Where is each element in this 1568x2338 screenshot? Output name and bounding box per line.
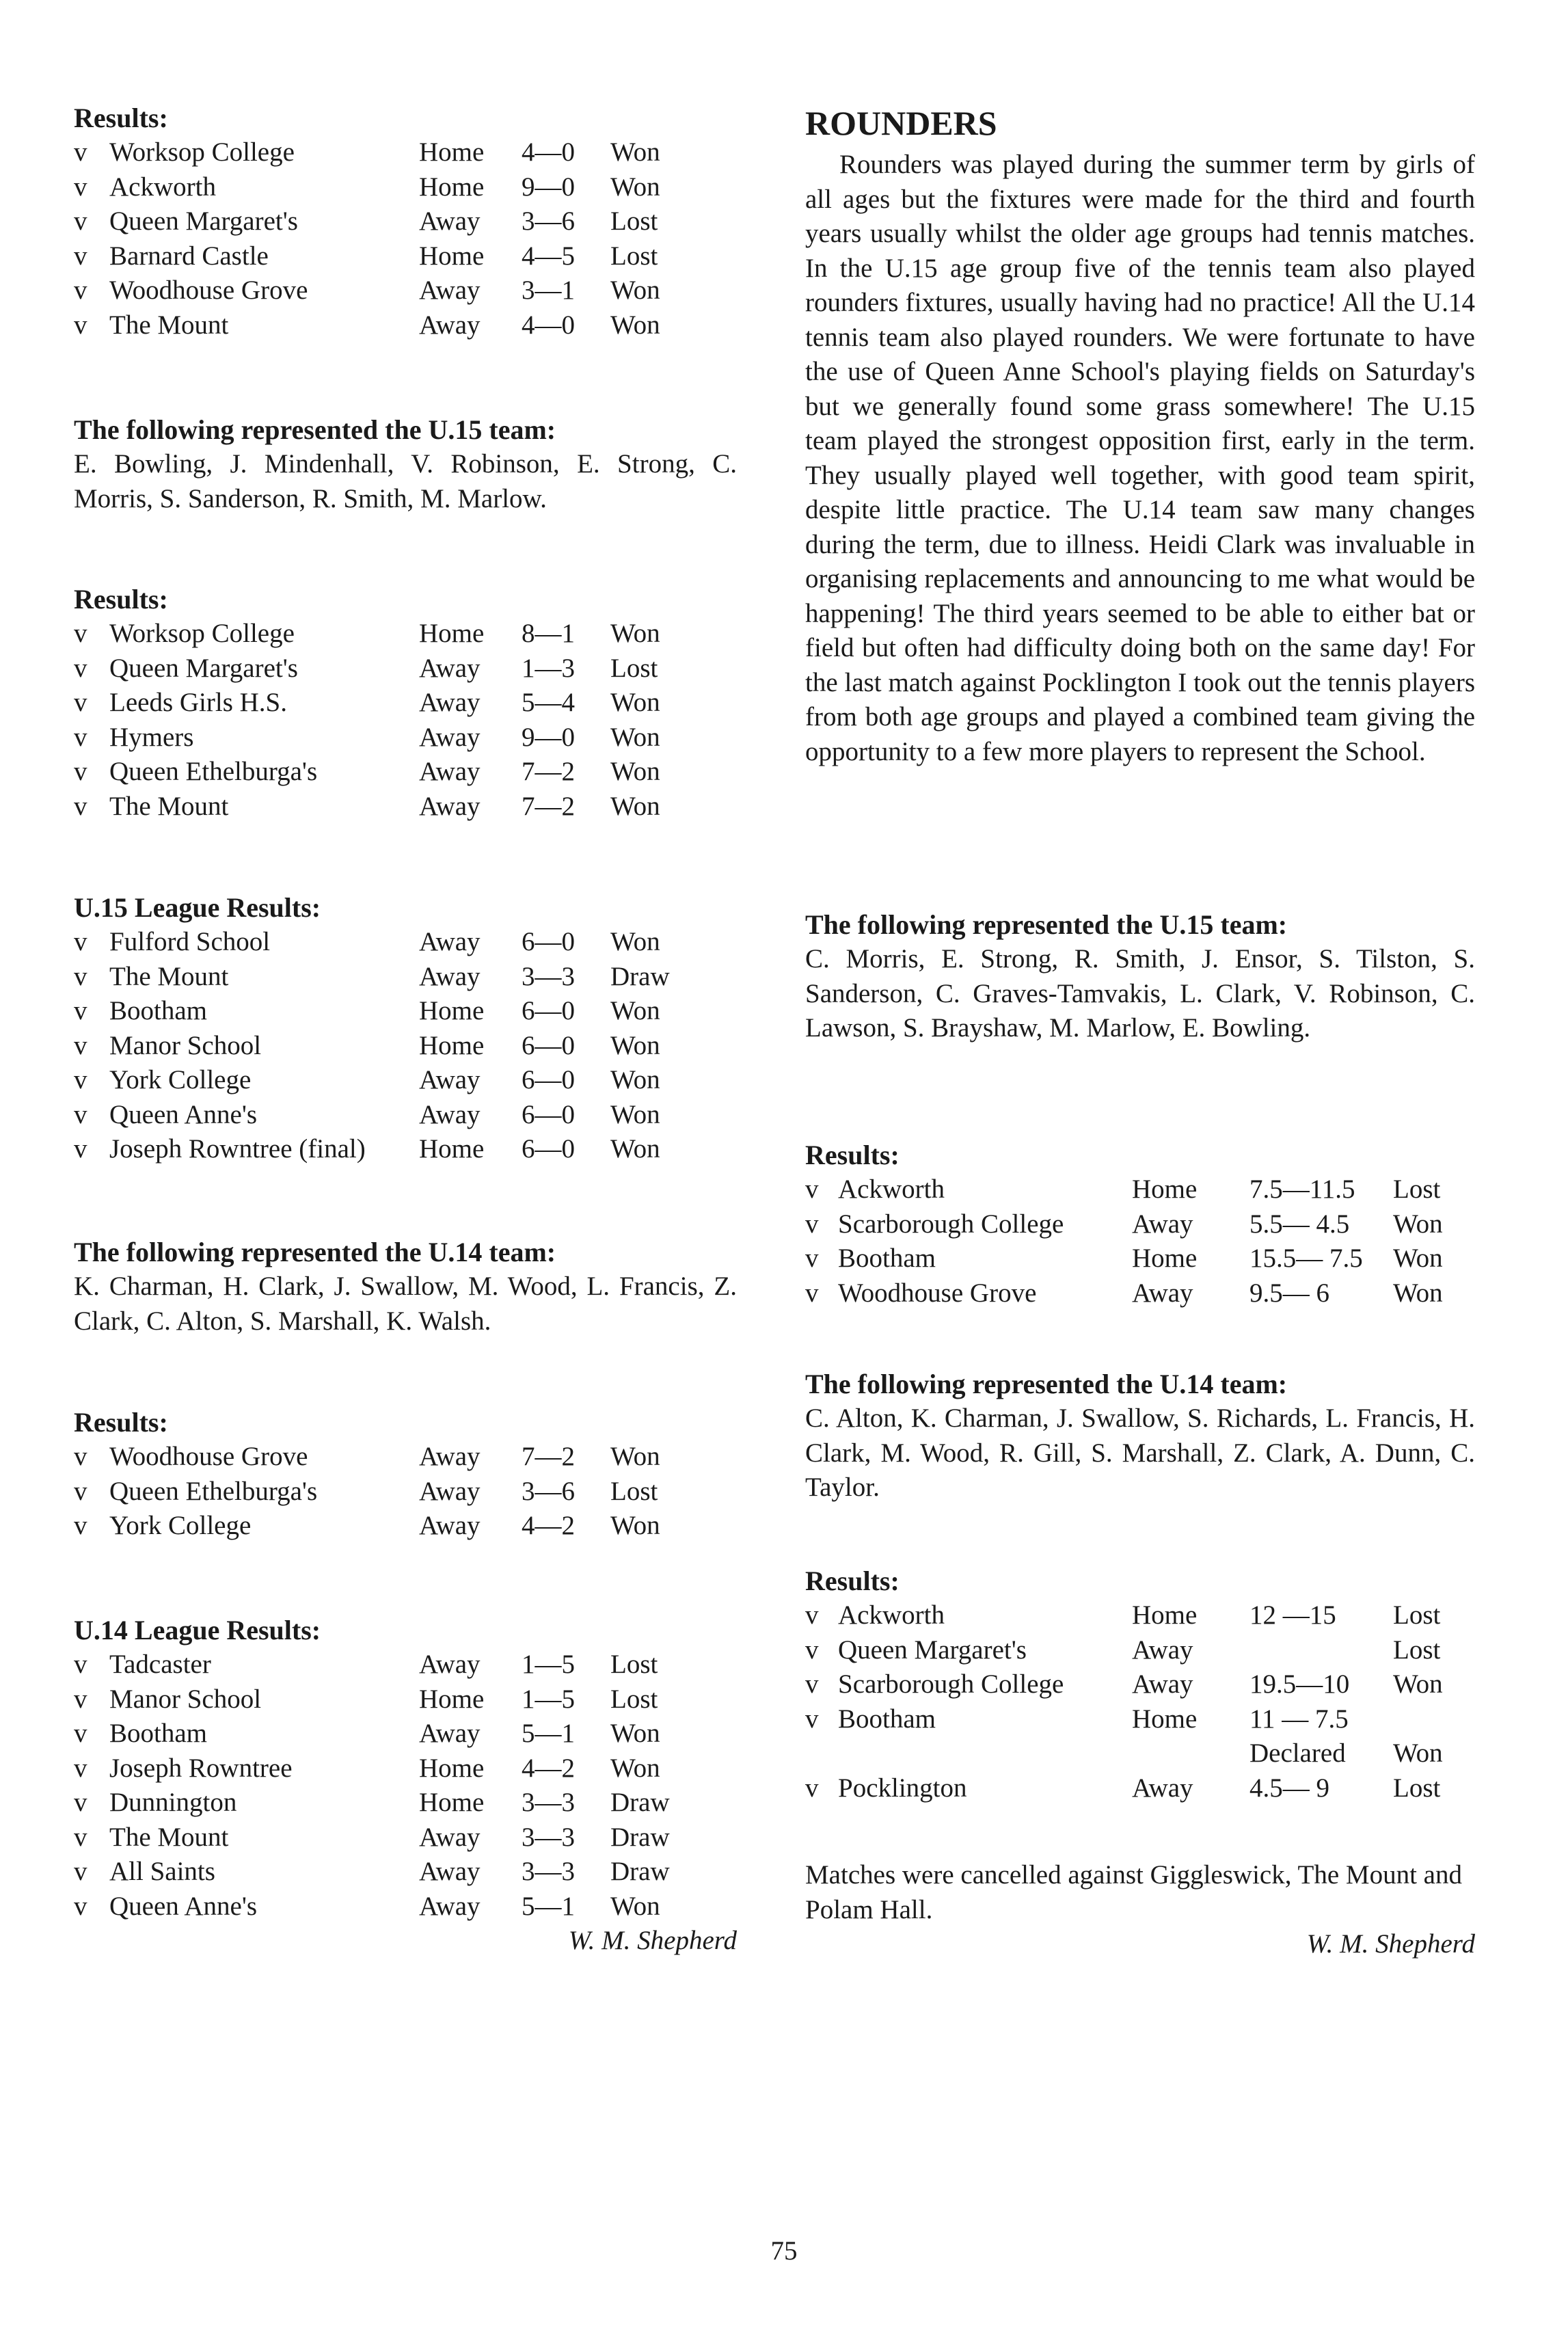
result-row [74,1440,737,1475]
u14-league-section [74,1613,737,1958]
result-row [74,721,737,755]
opponent-name: Woodhouse Grove [838,1278,1037,1308]
result-row [805,1276,1475,1311]
score: 4.5— 9 [1249,1773,1329,1803]
opponent-name: Tadcaster [109,1650,211,1679]
result-row [74,1890,737,1924]
result-row [74,1509,737,1544]
match-result: Won [610,172,660,202]
result-row [74,925,737,960]
score: 1—5 [522,1684,575,1714]
venue: Away [419,927,481,956]
results-section-r2 [805,1564,1475,1805]
results-section-1 [74,101,737,342]
match-result: Won [610,137,660,167]
match-result: Draw [610,1788,670,1817]
venue: Home [419,996,485,1025]
result-row [805,1702,1475,1737]
score: 3—3 [522,1857,575,1886]
signature: W. M. Shepherd [1306,1929,1475,1959]
opponent-name: The Mount [109,310,229,340]
opponent-name: All Saints [109,1857,215,1886]
match-result: Won [610,927,660,956]
result-row [805,1598,1475,1633]
venue: Away [419,1650,481,1679]
venue: Away [419,206,481,236]
venue: Away [419,1065,481,1094]
score: 3—6 [522,206,575,236]
versus-marker: v [805,1635,819,1665]
opponent-name: Queen Anne's [109,1891,258,1921]
opponent-name: Bootham [838,1244,936,1273]
versus-marker: v [74,172,87,202]
result-row [74,1098,737,1133]
u15-team-section [74,413,737,516]
versus-marker: v [74,1099,87,1129]
opponent-name: Bootham [109,996,207,1025]
versus-marker: v [74,757,87,786]
versus-marker: v [805,1244,819,1273]
u14-team-section [74,1235,737,1339]
page-title: ROUNDERS [805,104,997,142]
result-row [805,1172,1475,1207]
versus-marker: v [74,1857,87,1886]
venue: Away [1132,1278,1193,1308]
cancellation-note-section [805,1858,1475,1961]
score: 7—2 [522,757,575,786]
rounders-section [805,103,1475,769]
venue: Home [419,1134,485,1164]
score: 6—0 [522,1065,575,1094]
versus-marker: v [805,1174,819,1204]
versus-marker: v [74,1650,87,1679]
venue: Away [419,961,481,991]
result-row [74,960,737,995]
opponent-name: The Mount [109,961,229,991]
result-row [74,308,737,343]
result-row [805,1241,1475,1276]
result-row [74,1132,737,1167]
versus-marker: v [805,1600,819,1630]
venue: Home [419,1684,485,1714]
match-result: Won [610,310,660,340]
score: 9—0 [522,172,575,202]
versus-marker: v [74,619,87,648]
opponent-name: Queen Margaret's [109,206,298,236]
match-result: Won [610,996,660,1025]
venue: Home [419,241,485,271]
section-heading: U.14 League Results: [74,1615,321,1645]
match-result: Won [610,722,660,752]
score: 7—2 [522,791,575,821]
opponent-name: Manor School [109,1030,262,1060]
versus-marker: v [74,1891,87,1921]
venue: Away [1132,1773,1193,1803]
versus-marker: v [74,653,87,683]
match-result: Won [610,1065,660,1094]
match-result: Won [610,791,660,821]
result-row [74,1475,737,1509]
section-heading: U.15 League Results: [74,892,321,923]
versus-marker: v [74,1719,87,1748]
result-row [74,135,737,170]
score: 4—2 [522,1753,575,1783]
match-result: Won [1393,1738,1443,1768]
team-names: E. Bowling, J. Mindenhall, V. Robinson, E. Strong, C. Morris, S. Sanderson, R. Smith, M. Marlow. [74,449,737,513]
result-row [74,204,737,239]
score: 3—3 [522,1822,575,1852]
versus-marker: v [74,1822,87,1852]
venue: Home [419,1030,485,1060]
venue: Away [419,1822,481,1852]
versus-marker: v [805,1669,819,1699]
opponent-name: Scarborough College [838,1669,1064,1699]
result-row [74,1063,737,1098]
result-row [74,1855,737,1890]
match-result: Draw [610,1822,670,1852]
match-result: Won [610,1134,660,1164]
results-table [74,925,737,1167]
result-row [74,273,737,308]
venue: Away [419,1442,481,1471]
versus-marker: v [805,1773,819,1803]
versus-marker: v [74,791,87,821]
result-row [74,1648,737,1682]
section-heading: Results: [74,584,168,615]
score: 19.5—10 [1249,1669,1350,1699]
match-result: Lost [610,206,658,236]
section-heading: Results: [805,1140,900,1170]
score: 6—0 [522,927,575,956]
result-row [74,1751,737,1786]
opponent-name: Worksop College [109,137,295,167]
u15-league-section [74,891,737,1167]
match-result: Won [1393,1244,1443,1273]
venue: Home [1132,1174,1198,1204]
opponent-name: Fulford School [109,927,271,956]
match-result: Lost [610,653,658,683]
result-row [74,790,737,824]
versus-marker: v [74,241,87,271]
match-result: Won [610,1753,660,1783]
opponent-name: Manor School [109,1684,262,1714]
intro-paragraph: Rounders was played during the summer term by girls of all ages but the fixtures were made for the third and fourth years usually whilst the older age groups had tennis matches. In the U.15 age group five of the tennis team also played rounders fixtures, usually having had no practice! All the U.14 tennis team also played rounders. We were fortunate to have the use of Queen Anne School's playing fields on Saturday's but we generally found some grass somewhere! The U.15 team played the strongest opposition first, early in the term. They usually played well together, with good team spirit, despite little practice. The U.14 team saw many changes during the term, due to illness. Heidi Clark was invaluable in organising replacements and announcing to me what would be happening! The third years seemed to be able to either bat or field but often had difficulty doing both on the same day! For the last match against Pocklington I took out the tennis players from both age groups and played a combined team giving the opportunity to a few more players to represent the School. [805,150,1475,766]
results-table [74,1648,737,1924]
results-section-r1 [805,1138,1475,1311]
venue: Away [419,1476,481,1506]
opponent-name: Dunnington [109,1788,237,1817]
score: 5—4 [522,688,575,717]
score: 5—1 [522,1719,575,1748]
section-heading: The following represented the U.15 team: [74,414,556,445]
result-row [74,617,737,651]
result-row [74,1717,737,1751]
venue: Away [1132,1669,1193,1699]
opponent-name: York College [109,1065,252,1094]
opponent-name: Bootham [109,1719,207,1748]
match-result: Won [610,757,660,786]
score: 3—3 [522,1788,575,1817]
score: 6—0 [522,1099,575,1129]
score: 5.5— 4.5 [1249,1209,1350,1239]
match-result: Won [610,1030,660,1060]
signature: W. M. Shepherd [568,1926,737,1955]
u14-team-section [805,1367,1475,1505]
opponent-name: York College [109,1511,252,1540]
versus-marker: v [74,722,87,752]
results-section-2 [74,582,737,824]
results-table [74,1440,737,1544]
score: 5—1 [522,1891,575,1921]
venue: Away [419,722,481,752]
venue: Away [419,1891,481,1921]
result-row [74,239,737,274]
score: Declared [1249,1738,1346,1768]
results-table [805,1598,1475,1805]
versus-marker: v [74,927,87,956]
opponent-name: The Mount [109,791,229,821]
result-row [74,170,737,205]
venue: Away [419,1511,481,1540]
result-row [74,994,737,1029]
versus-marker: v [74,996,87,1025]
match-result: Draw [610,1857,670,1886]
opponent-name: Pocklington [838,1773,967,1803]
result-row [74,1786,737,1820]
opponent-name: Queen Margaret's [838,1635,1027,1665]
venue: Home [1132,1600,1198,1630]
opponent-name: Queen Ethelburga's [109,757,318,786]
result-row [805,1667,1475,1702]
match-result: Lost [1393,1600,1441,1630]
score: 9—0 [522,722,575,752]
venue: Away [419,1857,481,1886]
section-heading: Results: [805,1566,900,1596]
venue: Home [419,619,485,648]
opponent-name: Ackworth [838,1174,945,1204]
team-names: C. Alton, K. Charman, J. Swallow, S. Richards, L. Francis, H. Clark, M. Wood, R. Gill, S. Marshall, Z. Clark, A. Dunn, C. Taylor. [805,1403,1475,1502]
opponent-name: Queen Margaret's [109,653,298,683]
match-result: Won [610,619,660,648]
match-result: Won [1393,1669,1443,1699]
venue: Away [419,688,481,717]
venue: Home [419,137,485,167]
opponent-name: Ackworth [109,172,216,202]
score: 4—2 [522,1511,575,1540]
score: 4—0 [522,137,575,167]
match-result: Won [610,1442,660,1471]
score: 7.5—11.5 [1249,1174,1355,1204]
versus-marker: v [74,961,87,991]
match-result: Won [610,1511,660,1540]
results-table [805,1172,1475,1311]
score: 3—1 [522,276,575,305]
versus-marker: v [74,206,87,236]
opponent-name: The Mount [109,1822,229,1852]
match-result: Won [610,1891,660,1921]
match-result: Won [610,276,660,305]
result-row [805,1633,1475,1668]
opponent-name: Hymers [109,722,194,752]
results-section-4 [74,1406,737,1544]
page-number: 75 [770,2236,798,2266]
match-result: Lost [610,1684,658,1714]
venue: Away [419,653,481,683]
result-row [74,651,737,686]
score: 8—1 [522,619,575,648]
result-row [805,1207,1475,1242]
score: 4—5 [522,241,575,271]
match-result: Won [1393,1278,1443,1308]
venue: Away [419,757,481,786]
result-row [805,1771,1475,1806]
match-result: Lost [1393,1174,1441,1204]
venue: Away [419,276,481,305]
result-row [74,1029,737,1064]
opponent-name: Joseph Rowntree [109,1753,293,1783]
match-result: Draw [610,961,670,991]
result-row [805,1736,1475,1771]
match-result: Won [610,1099,660,1129]
versus-marker: v [74,1134,87,1164]
versus-marker: v [74,1476,87,1506]
venue: Away [419,310,481,340]
result-row [74,1820,737,1855]
venue: Home [419,1753,485,1783]
versus-marker: v [74,1065,87,1094]
versus-marker: v [74,1511,87,1540]
match-result: Won [610,1719,660,1748]
versus-marker: v [74,276,87,305]
score: 1—5 [522,1650,575,1679]
section-heading: The following represented the U.14 team: [74,1237,556,1267]
opponent-name: Barnard Castle [109,241,269,271]
venue: Home [1132,1704,1198,1734]
match-result: Lost [1393,1635,1441,1665]
match-result: Won [1393,1209,1443,1239]
opponent-name: Queen Anne's [109,1099,258,1129]
versus-marker: v [805,1704,819,1734]
result-row [74,1682,737,1717]
versus-marker: v [805,1278,819,1308]
opponent-name: Leeds Girls H.S. [109,688,287,717]
section-heading: Results: [74,103,168,133]
score: 9.5— 6 [1249,1278,1329,1308]
opponent-name: Bootham [838,1704,936,1734]
versus-marker: v [74,1753,87,1783]
match-result: Lost [1393,1773,1441,1803]
score: 6—0 [522,996,575,1025]
match-result: Lost [610,241,658,271]
opponent-name: Ackworth [838,1600,945,1630]
cancellation-note: Matches were cancelled against Giggleswick, The Mount and Polam Hall. [805,1860,1462,1924]
venue: Away [419,791,481,821]
score: 12 —15 [1249,1600,1336,1630]
match-result: Won [610,688,660,717]
score: 4—0 [522,310,575,340]
opponent-name: Worksop College [109,619,295,648]
results-table [74,135,737,342]
section-heading: The following represented the U.14 team: [805,1369,1288,1399]
match-result: Lost [610,1476,658,1506]
section-heading: The following represented the U.15 team: [805,909,1288,940]
versus-marker: v [74,1788,87,1817]
venue: Home [419,1788,485,1817]
match-result: Lost [610,1650,658,1679]
section-heading: Results: [74,1407,168,1438]
opponent-name: Woodhouse Grove [109,1442,308,1471]
opponent-name: Woodhouse Grove [109,276,308,305]
venue: Away [419,1099,481,1129]
result-row [74,755,737,790]
score: 3—3 [522,961,575,991]
venue: Home [1132,1244,1198,1273]
team-names: K. Charman, H. Clark, J. Swallow, M. Wood, L. Francis, Z. Clark, C. Alton, S. Marshall, K. Walsh. [74,1272,737,1336]
versus-marker: v [74,1684,87,1714]
score: 3—6 [522,1476,575,1506]
result-row [74,686,737,721]
venue: Away [419,1719,481,1748]
venue: Away [1132,1209,1193,1239]
score: 6—0 [522,1134,575,1164]
versus-marker: v [74,137,87,167]
score: 7—2 [522,1442,575,1471]
versus-marker: v [74,1030,87,1060]
results-table [74,617,737,824]
versus-marker: v [74,1442,87,1471]
versus-marker: v [74,310,87,340]
opponent-name: Scarborough College [838,1209,1064,1239]
score: 15.5— 7.5 [1249,1244,1363,1273]
opponent-name: Queen Ethelburga's [109,1476,318,1506]
u15-team-section [805,908,1475,1046]
score: 1—3 [522,653,575,683]
venue: Away [1132,1635,1193,1665]
score: 6—0 [522,1030,575,1060]
opponent-name: Joseph Rowntree (final) [109,1134,366,1164]
versus-marker: v [74,688,87,717]
venue: Home [419,172,485,202]
team-names: C. Morris, E. Strong, R. Smith, J. Ensor, S. Tilston, S. Sanderson, C. Graves-Tamvakis, L. Clark, V. Robinson, C. Lawson, S. Brayshaw, M. Marlow, E. Bowling. [805,944,1475,1043]
score: 11 — 7.5 [1249,1704,1349,1734]
versus-marker: v [805,1209,819,1239]
